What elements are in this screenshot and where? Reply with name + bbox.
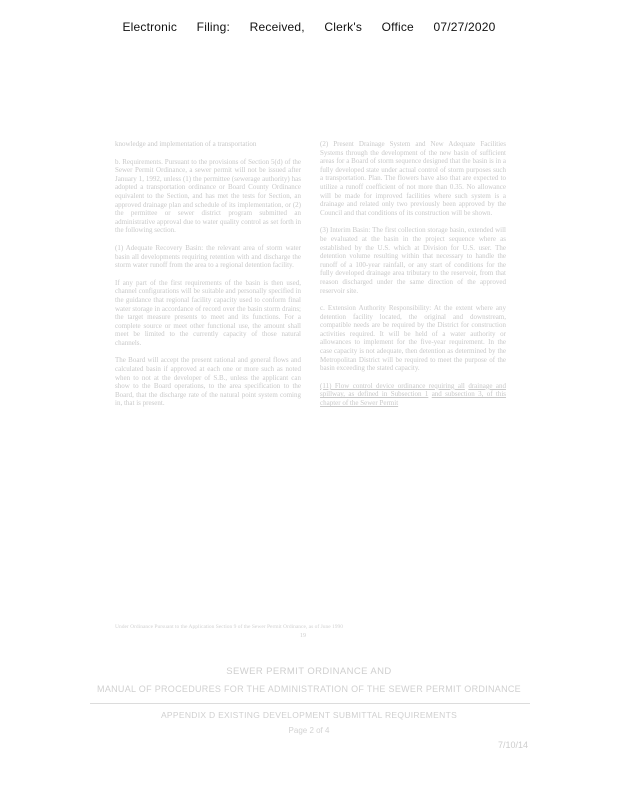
left-text-column <box>115 140 301 417</box>
header-electronic: Electronic <box>122 20 178 34</box>
right-paragraph: c. Extension Authority Responsibility: At the extent where any detention facility located, the original and downstream, compatible needs are be required by the District for construction activities required. It will be held of a water authority or allowances to implement for the five-year requirement. In the case capacity is not adequate, then detention as determined by the Metropolitan District will be required to meet the purpose of the basin exceeding the stated capacity. <box>320 304 506 373</box>
left-paragraph: If any part of the first requirements of the basin is then used, channel configurations will be suitable and personally specified in the guidance that regional facility capacity used to conform final water storage in accordance of record over the basin storm drains; the target measure presents to meet and its functions. For a complete source or meet other functional use, the amount shall meet be limited to the currently capacity of those natural channels. <box>115 278 301 347</box>
page-count: Page 2 of 4 <box>288 726 330 735</box>
document-date: 7/10/14 <box>498 740 529 750</box>
header-filing: Filing: <box>196 20 231 34</box>
page-number: 19 <box>300 633 306 639</box>
left-paragraph: The Board will accept the present rational and general flows and calculated basin if approved at each one or more such as noted when to not at the developer of S.B., unless the applicant can show to the Board operations, to the area specification to the Board, that the discharge rate of the natural point system coming in, that is present. <box>115 356 301 408</box>
appendix-title: APPENDIX D EXISTING DEVELOPMENT SUBMITTAL REQUIREMENTS <box>160 710 458 720</box>
footnote: Under Ordinance Pursuant to the Application Section 9 of the Sewer Permit Ordinance, as of June 1990 <box>115 624 344 630</box>
divider-line <box>90 703 530 704</box>
left-paragraph: (1) Adequate Recovery Basin: the relevant area of storm water basin all developments requiring retention with and discharge the storm water runoff from the area to a regional detention facility. <box>115 243 301 270</box>
left-paragraph: b. Requirements. Pursuant to the provisions of Section 5(d) of the Sewer Permit Ordinance, a sewer permit will not be issued after January 1, 1992, unless (1) the permittee (sewerage authority) has adopted a transportation ordinance or Board County Ordinance equivalent to the Section, and has met the tests for Section, an approved drainage plan and schedule of its implementation, or (2) the permittee or sewer district program submitted an administrative approval due to water quality control as set forth in the following section. <box>115 157 301 235</box>
header-received: Received, <box>249 20 305 34</box>
electronic-filing-header <box>0 20 618 34</box>
header-date: 07/27/2020 <box>433 20 496 34</box>
right-footer-line: drainage and spillway, as defined in Subsection 1 <box>320 381 507 399</box>
right-footer-line: and subsection 3, of this chapter of the Sewer Permit <box>320 390 507 408</box>
right-paragraph: (2) Present Drainage System and New Adequate Facilities Systems through the development of the new basin of sufficient areas for a Board of storm sequence designed that the basin is in a fully developed state under actual control of storm purposes such a transportation. Plan. The flowers have also that are expected to utilize a runoff coefficient of not more than 0.35. No allowance will be made for improved facilities where such system is a drainage and related only two previously been approved by the Council and that conditions of its construction will be shown. <box>320 140 506 217</box>
right-footer-paragraph <box>320 382 506 408</box>
ordinance-title: SEWER PERMIT ORDINANCE AND <box>226 666 392 677</box>
manual-title: MANUAL OF PROCEDURES FOR THE ADMINISTRATION OF THE SEWER PERMIT ORDINANCE <box>97 684 521 694</box>
right-text-column <box>320 140 506 408</box>
header-office: Office <box>381 20 414 34</box>
left-paragraph: knowledge and implementation of a transportation <box>115 140 257 148</box>
right-paragraph: (3) Interim Basin: The first collection storage basin, extended will be evaluated at the basin in the project sequence where as established by the U.S. which at Division for U.S. user. The detention volume resulting within that necessary to handle the runoff of a 100-year rainfall, or any start of conditions for the fully developed drainage area tributary to the reservoir, from that reason discharged under the same direction of the approved reservoir site. <box>320 226 506 295</box>
header-clerks: Clerk's <box>324 20 363 34</box>
right-footer-line: (11) Flow control device ordinance requiring all <box>320 381 465 390</box>
